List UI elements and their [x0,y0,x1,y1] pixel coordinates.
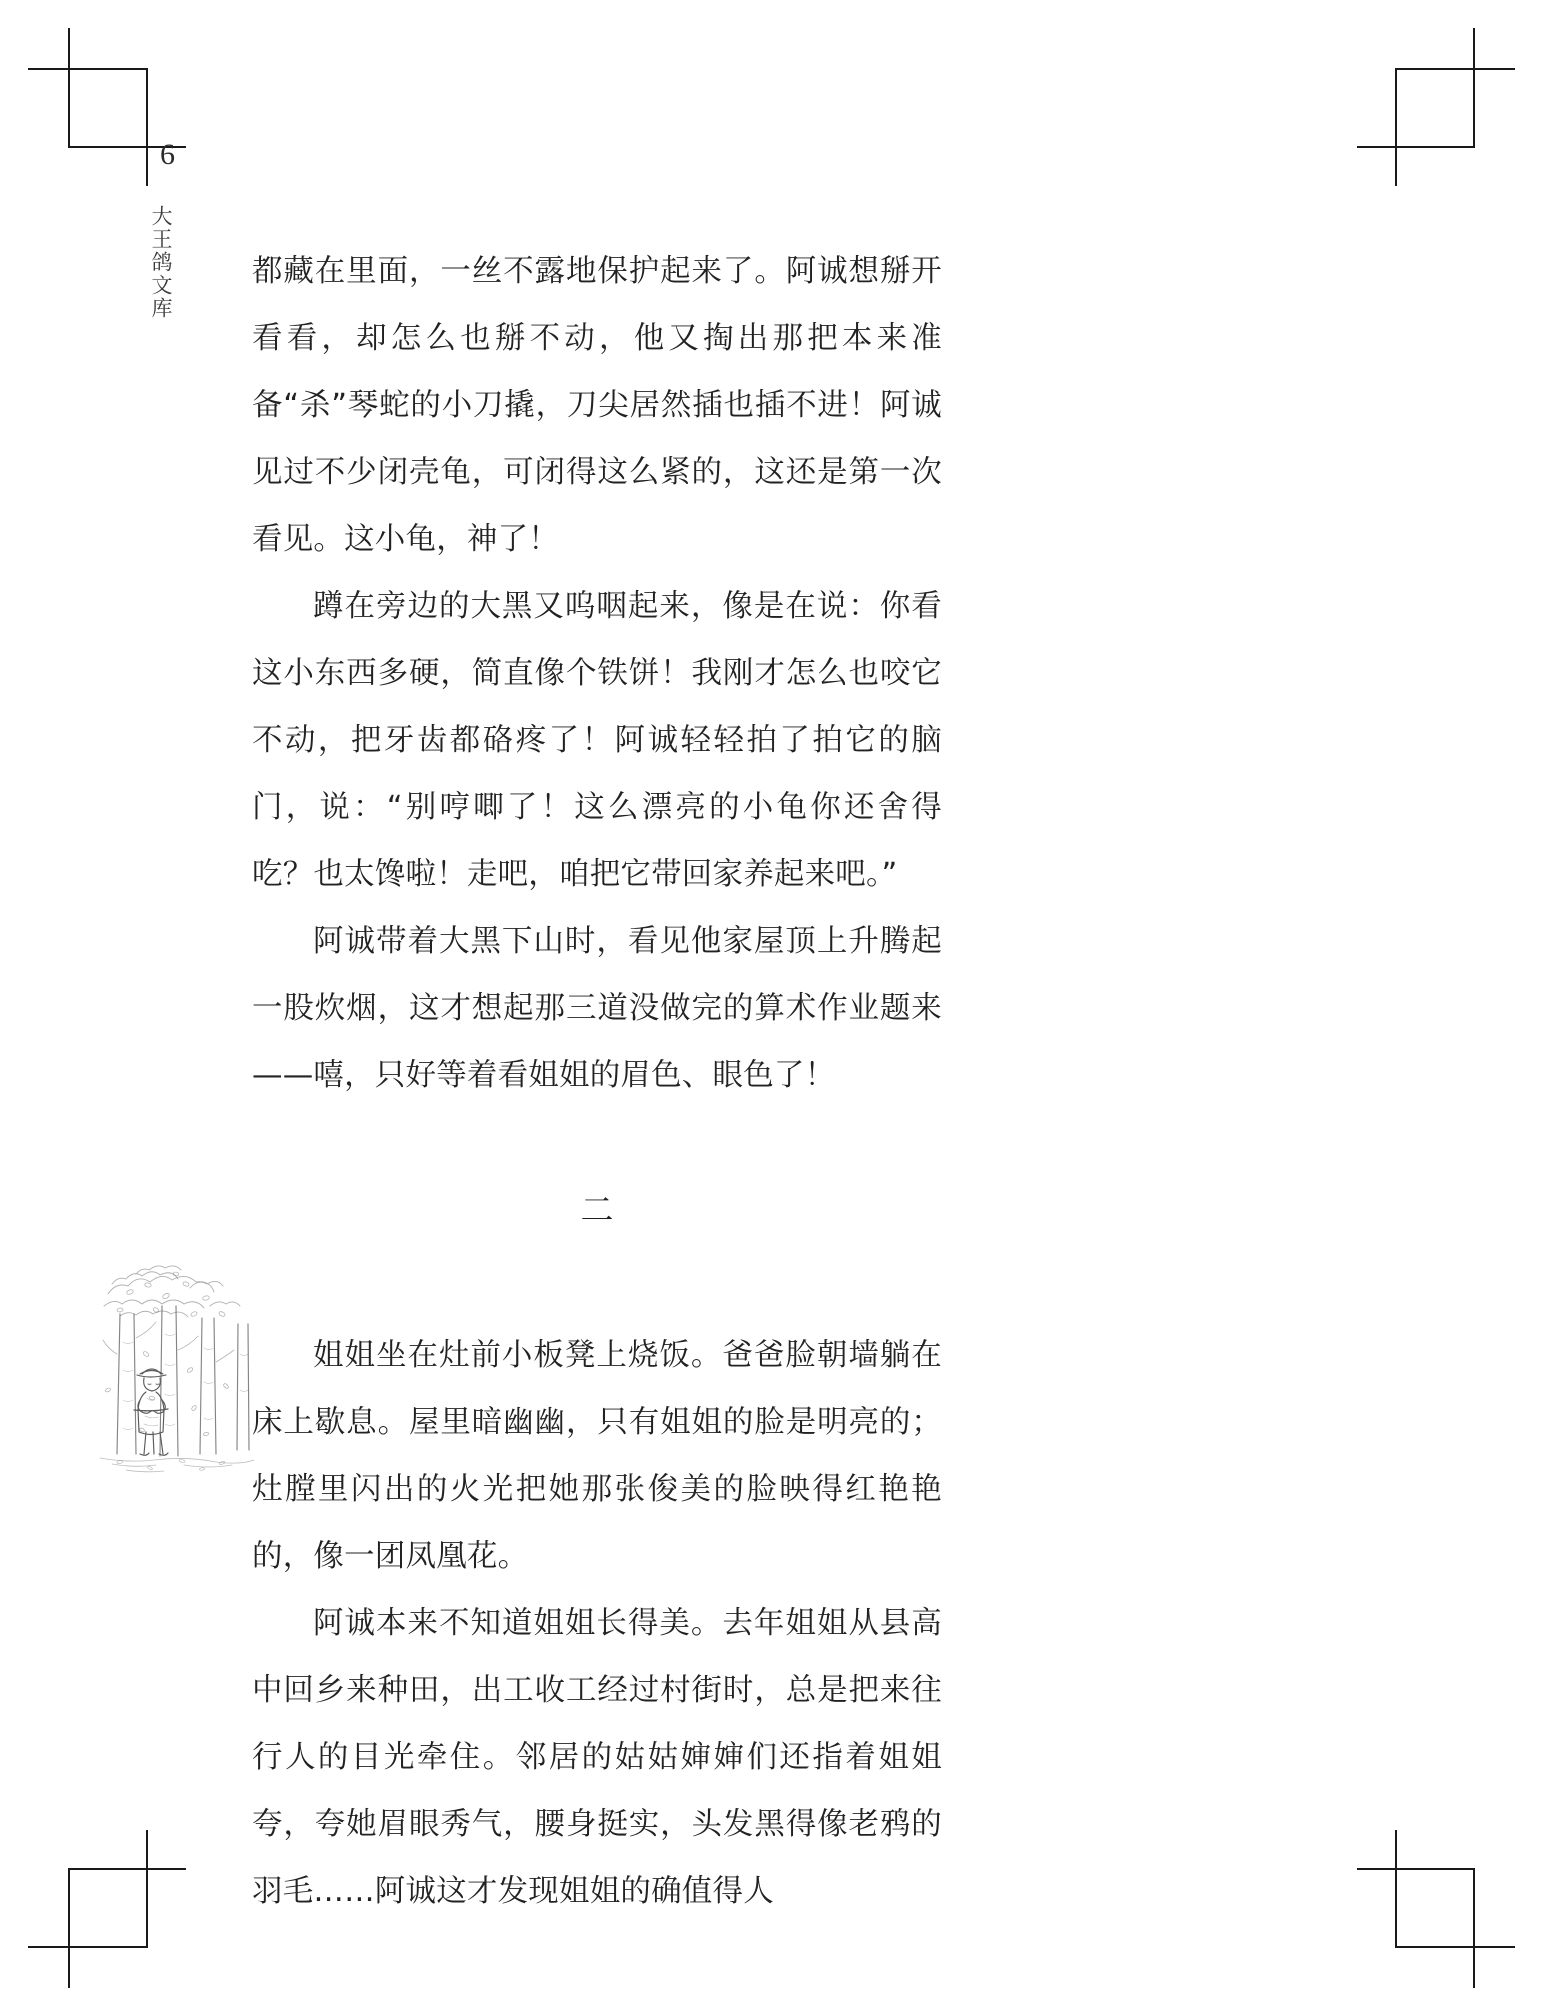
paragraph: 蹲在旁边的大黑又呜咽起来，像是在说：你看这小东西多硬，简直像个铁饼！我刚才怎么也咬它不动，把牙齿都硌疼了！阿诚轻轻拍了拍它的脑门，说：“别哼唧了！这么漂亮的小龟你还舍得吃？也太馋啦！走吧，咱把它带回家养起来吧。” [252,589,942,892]
paragraph: 阿诚本来不知道姐姐长得美。去年姐姐从县高中回乡来种田，出工收工经过村街时，总是把来往行人的目光牵住。邻居的姑姑婶婶们还指着姐姐夸，夸她眉眼秀气，腰身挺实，头发黑得像老鸦的羽毛……阿诚这才发现姐姐的确值得人 [252,1606,942,1909]
page-number: 6 [160,138,175,171]
crop-mark-bottom-right-icon [1355,1828,1515,1988]
paragraph: 都藏在里面，一丝不露地保护起来了。阿诚想掰开看看，却怎么也掰不动，他又掏出那把本来准备“杀”琴蛇的小刀撬，刀尖居然插也插不进！阿诚见过不少闭壳龟，可闭得这么紧的，这还是第一次看见。这小龟，神了！ [252,254,942,557]
crop-mark-top-right-icon [1355,28,1515,188]
paragraph: 阿诚带着大黑下山时，看见他家屋顶上升腾起一股炊烟，这才想起那三道没做完的算术作业题来——嘻，只好等着看姐姐的眉色、眼色了！ [252,924,942,1093]
body-text-block [252,238,942,1925]
series-title-vertical: 大王鸽文库 [149,205,173,320]
crop-mark-bottom-left-icon [28,1828,188,1988]
paragraph: 姐姐坐在灶前小板凳上烧饭。爸爸脸朝墙躺在床上歇息。屋里暗幽幽，只有姐姐的脸是明亮的；灶膛里闪出的火光把她那张俊美的脸映得红艳艳的，像一团凤凰花。 [252,1338,942,1574]
illustration-boy-playing-flute [90,1258,262,1480]
section-number-heading: 二 [580,1190,614,1229]
